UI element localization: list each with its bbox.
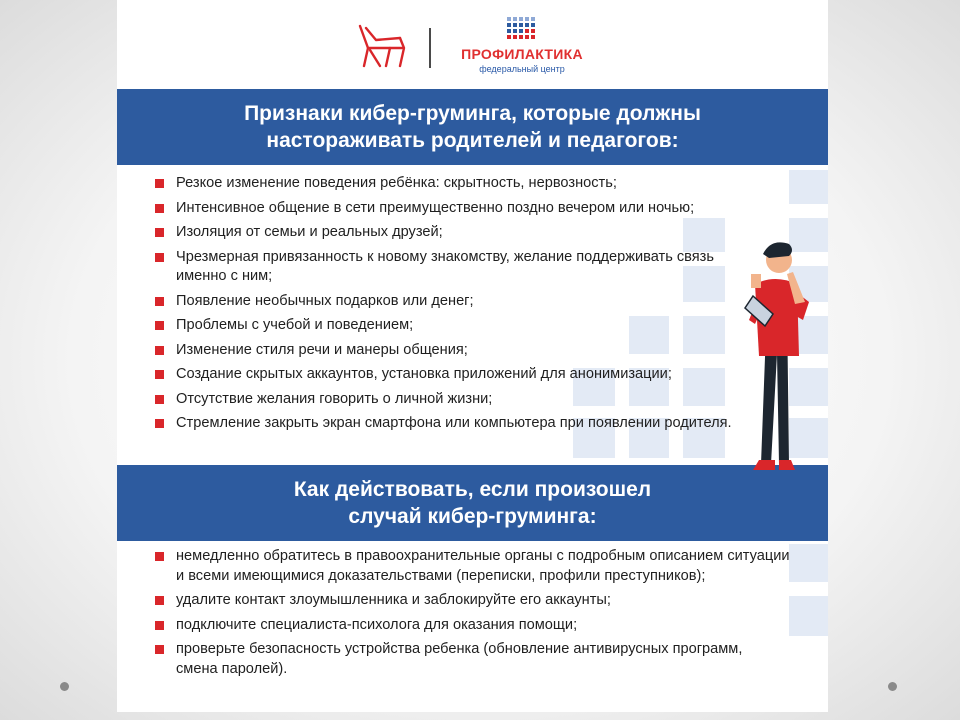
logo-divider [429,28,431,68]
signs-list-item: Создание скрытых аккаунтов, установка приложений для анонимизации; [155,365,745,385]
signs-heading-banner [117,89,828,165]
signs-list [155,174,745,439]
actions-list [155,547,795,684]
actions-heading-line-2: случай кибер-груминга: [348,505,597,528]
signs-list-item: Появление необычных подарков или денег; [155,292,745,312]
actions-list-item: подключите специалиста-психолога для оказания помощи; [155,616,795,636]
person-with-tablet-illustration [719,236,828,476]
actions-heading-line-1: Как действовать, если произошел [293,478,652,501]
profilaktika-logo-title: ПРОФИЛАКТИКА [461,46,583,62]
actions-list-item: проверьте безопасность устройства ребенка (обновление антивирусных программ, смена паролей). [155,640,755,679]
signs-list-item: Проблемы с учебой и поведением; [155,316,745,336]
slide-corner-dot-left [60,682,69,691]
signs-list-item: Чрезмерная привязанность к новому знакомству, желание поддерживать связь именно с ним; [155,248,745,287]
profilaktika-logo-subtitle: федеральный центр [479,64,565,74]
signs-list-item: Резкое изменение поведения ребёнка: скрытность, нервозность; [155,174,745,194]
signs-list-item: Стремление закрыть экран смартфона или компьютера при появлении родителя. [155,414,745,434]
slide-corner-dot-right [888,682,897,691]
signs-heading-line-2: настораживать родителей и педагогов: [266,129,679,152]
signs-list-item: Интенсивное общение в сети преимущественно поздно вечером или ночью; [155,199,695,219]
signs-list-item: Изменение стиля речи и манеры общения; [155,341,745,361]
signs-heading-line-1: Признаки кибер-груминга, которые должны [244,102,701,125]
actions-list-item: немедленно обратитесь в правоохранительные органы с подробным описанием ситуации и всеми имеющимися доказательствами (переписки, профили преступников); [155,547,795,586]
actions-list-item: удалите контакт злоумышленника и заблокируйте его аккаунты; [155,591,795,611]
header-logos [117,0,828,88]
profilaktika-flag-icon [507,17,539,43]
signs-list-item: Отсутствие желания говорить о личной жизни; [155,390,745,410]
infographic-poster [117,0,828,712]
actions-heading-banner [117,465,828,541]
signs-list-item: Изоляция от семьи и реальных друзей; [155,223,745,243]
chair-logo-icon [356,22,408,68]
